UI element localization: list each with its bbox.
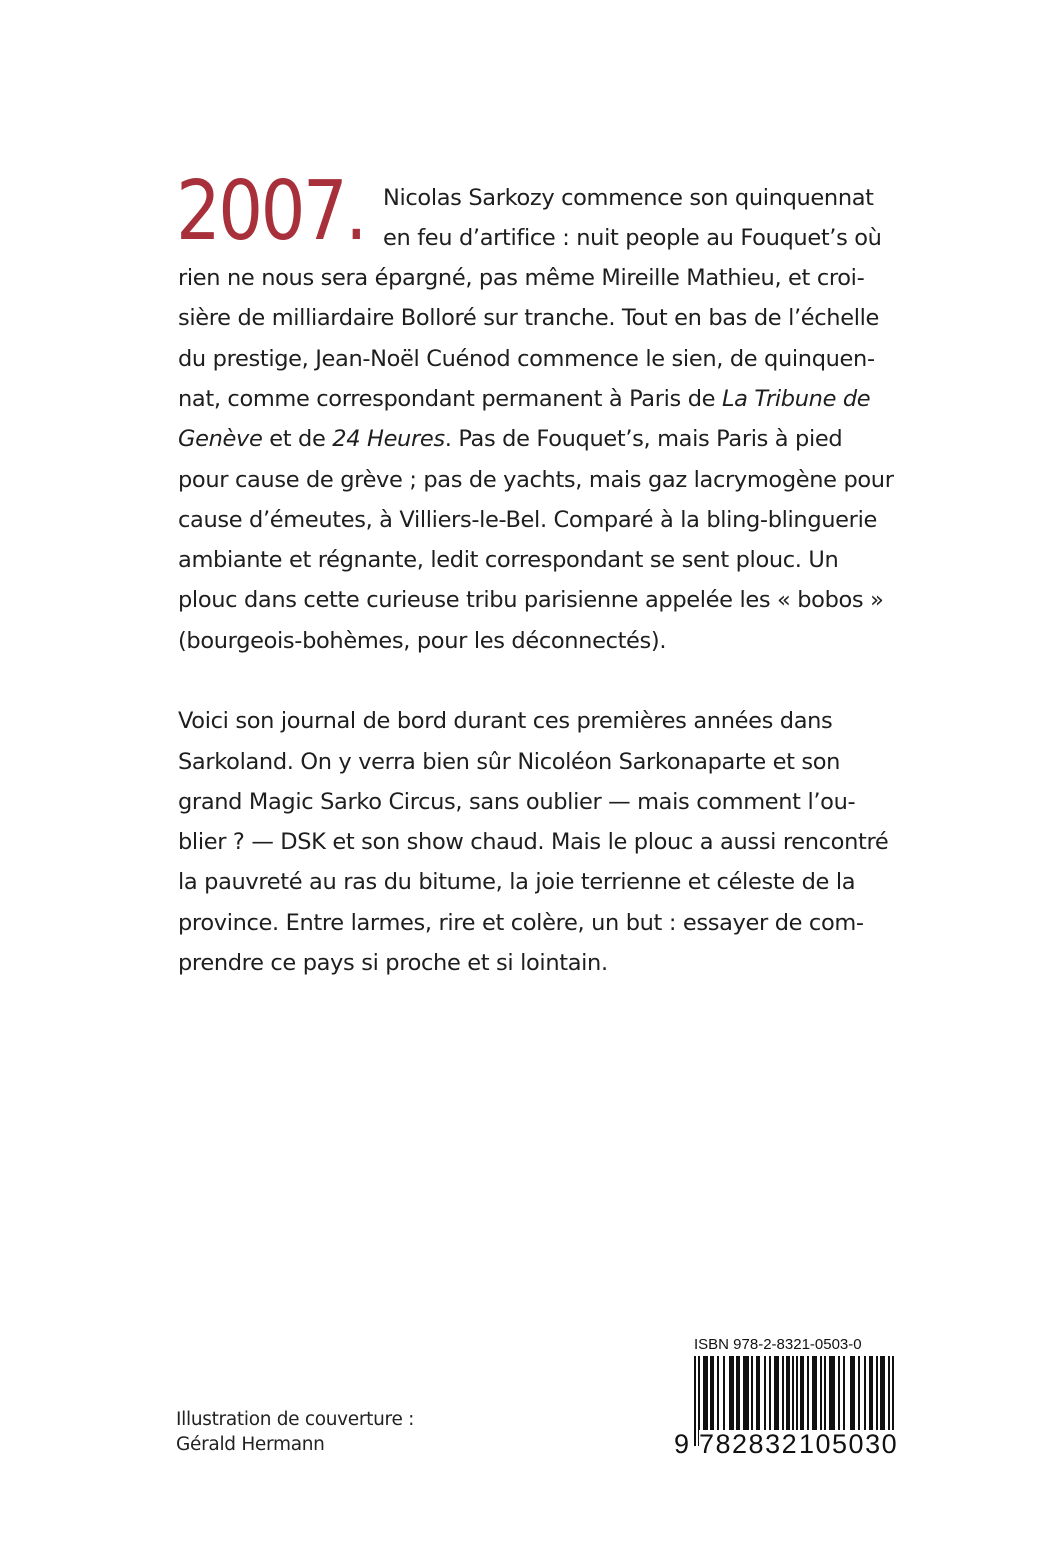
isbn-label: ISBN 978-2-8321-0503-0 — [694, 1336, 862, 1353]
text-line: sière de milliardaire Bolloré sur tranche. Tout en bas de l’échelle — [178, 305, 880, 331]
credit-name: Gérald Hermann — [176, 1434, 325, 1455]
text-line: (bourgeois-bohèmes, pour les déconnectés). — [178, 628, 667, 654]
text-line: Sarkoland. On y verra bien sûr Nicoléon Sarkonaparte et son — [178, 749, 841, 775]
barcode-digits-right: 105030 — [799, 1429, 899, 1459]
text-line: province. Entre larmes, rire et colère, un but : essayer de com- — [178, 910, 864, 936]
text-span: . Pas de Fouquet’s, mais Paris à pied — [444, 426, 843, 452]
text-line: blier ? — DSK et son show chaud. Mais le plouc a aussi rencontré — [178, 829, 889, 855]
credit-label: Illustration de couverture : — [176, 1409, 415, 1430]
text-line: prendre ce pays si proche et si lointain. — [178, 950, 608, 976]
italic-title: La Tribune de — [721, 386, 871, 412]
text-line: plouc dans cette curieuse tribu parisienne appelée les « bobos » — [178, 587, 884, 613]
text-span: nat, comme correspondant permanent à Paris de — [178, 386, 722, 412]
text-line: en feu d’artifice : nuit people au Fouquet’s où — [383, 225, 882, 251]
barcode-lead-digit: 9 — [674, 1429, 690, 1459]
italic-title: 24 Heures — [332, 426, 445, 452]
text-line: grand Magic Sarko Circus, sans oublier — mais comment l’ou- — [178, 789, 856, 815]
text-line: ambiante et régnante, ledit correspondant se sent plouc. Un — [178, 547, 839, 573]
text-line: rien ne nous sera épargné, pas même Mireille Mathieu, et croi- — [178, 265, 865, 291]
text-line — [178, 385, 870, 413]
barcode-digits-left: 782832 — [699, 1429, 799, 1459]
text-line: la pauvreté au ras du bitume, la joie terrienne et céleste de la — [178, 869, 856, 895]
text-line: pour cause de grève ; pas de yachts, mais gaz lacrymogène pour — [178, 467, 894, 493]
text-span: et de — [269, 426, 333, 452]
text-line: Voici son journal de bord durant ces premières années dans — [178, 708, 833, 734]
text-line: du prestige, Jean-Noël Cuénod commence le sien, de quinquen- — [178, 346, 875, 372]
text-line — [178, 425, 842, 453]
lead-year: 2007. — [176, 164, 365, 259]
text-line: cause d’émeutes, à Villiers-le-Bel. Comparé à la bling-blinguerie — [178, 507, 877, 533]
italic-title: Genève — [178, 426, 263, 452]
text-line: Nicolas Sarkozy commence son quinquennat — [383, 185, 874, 211]
